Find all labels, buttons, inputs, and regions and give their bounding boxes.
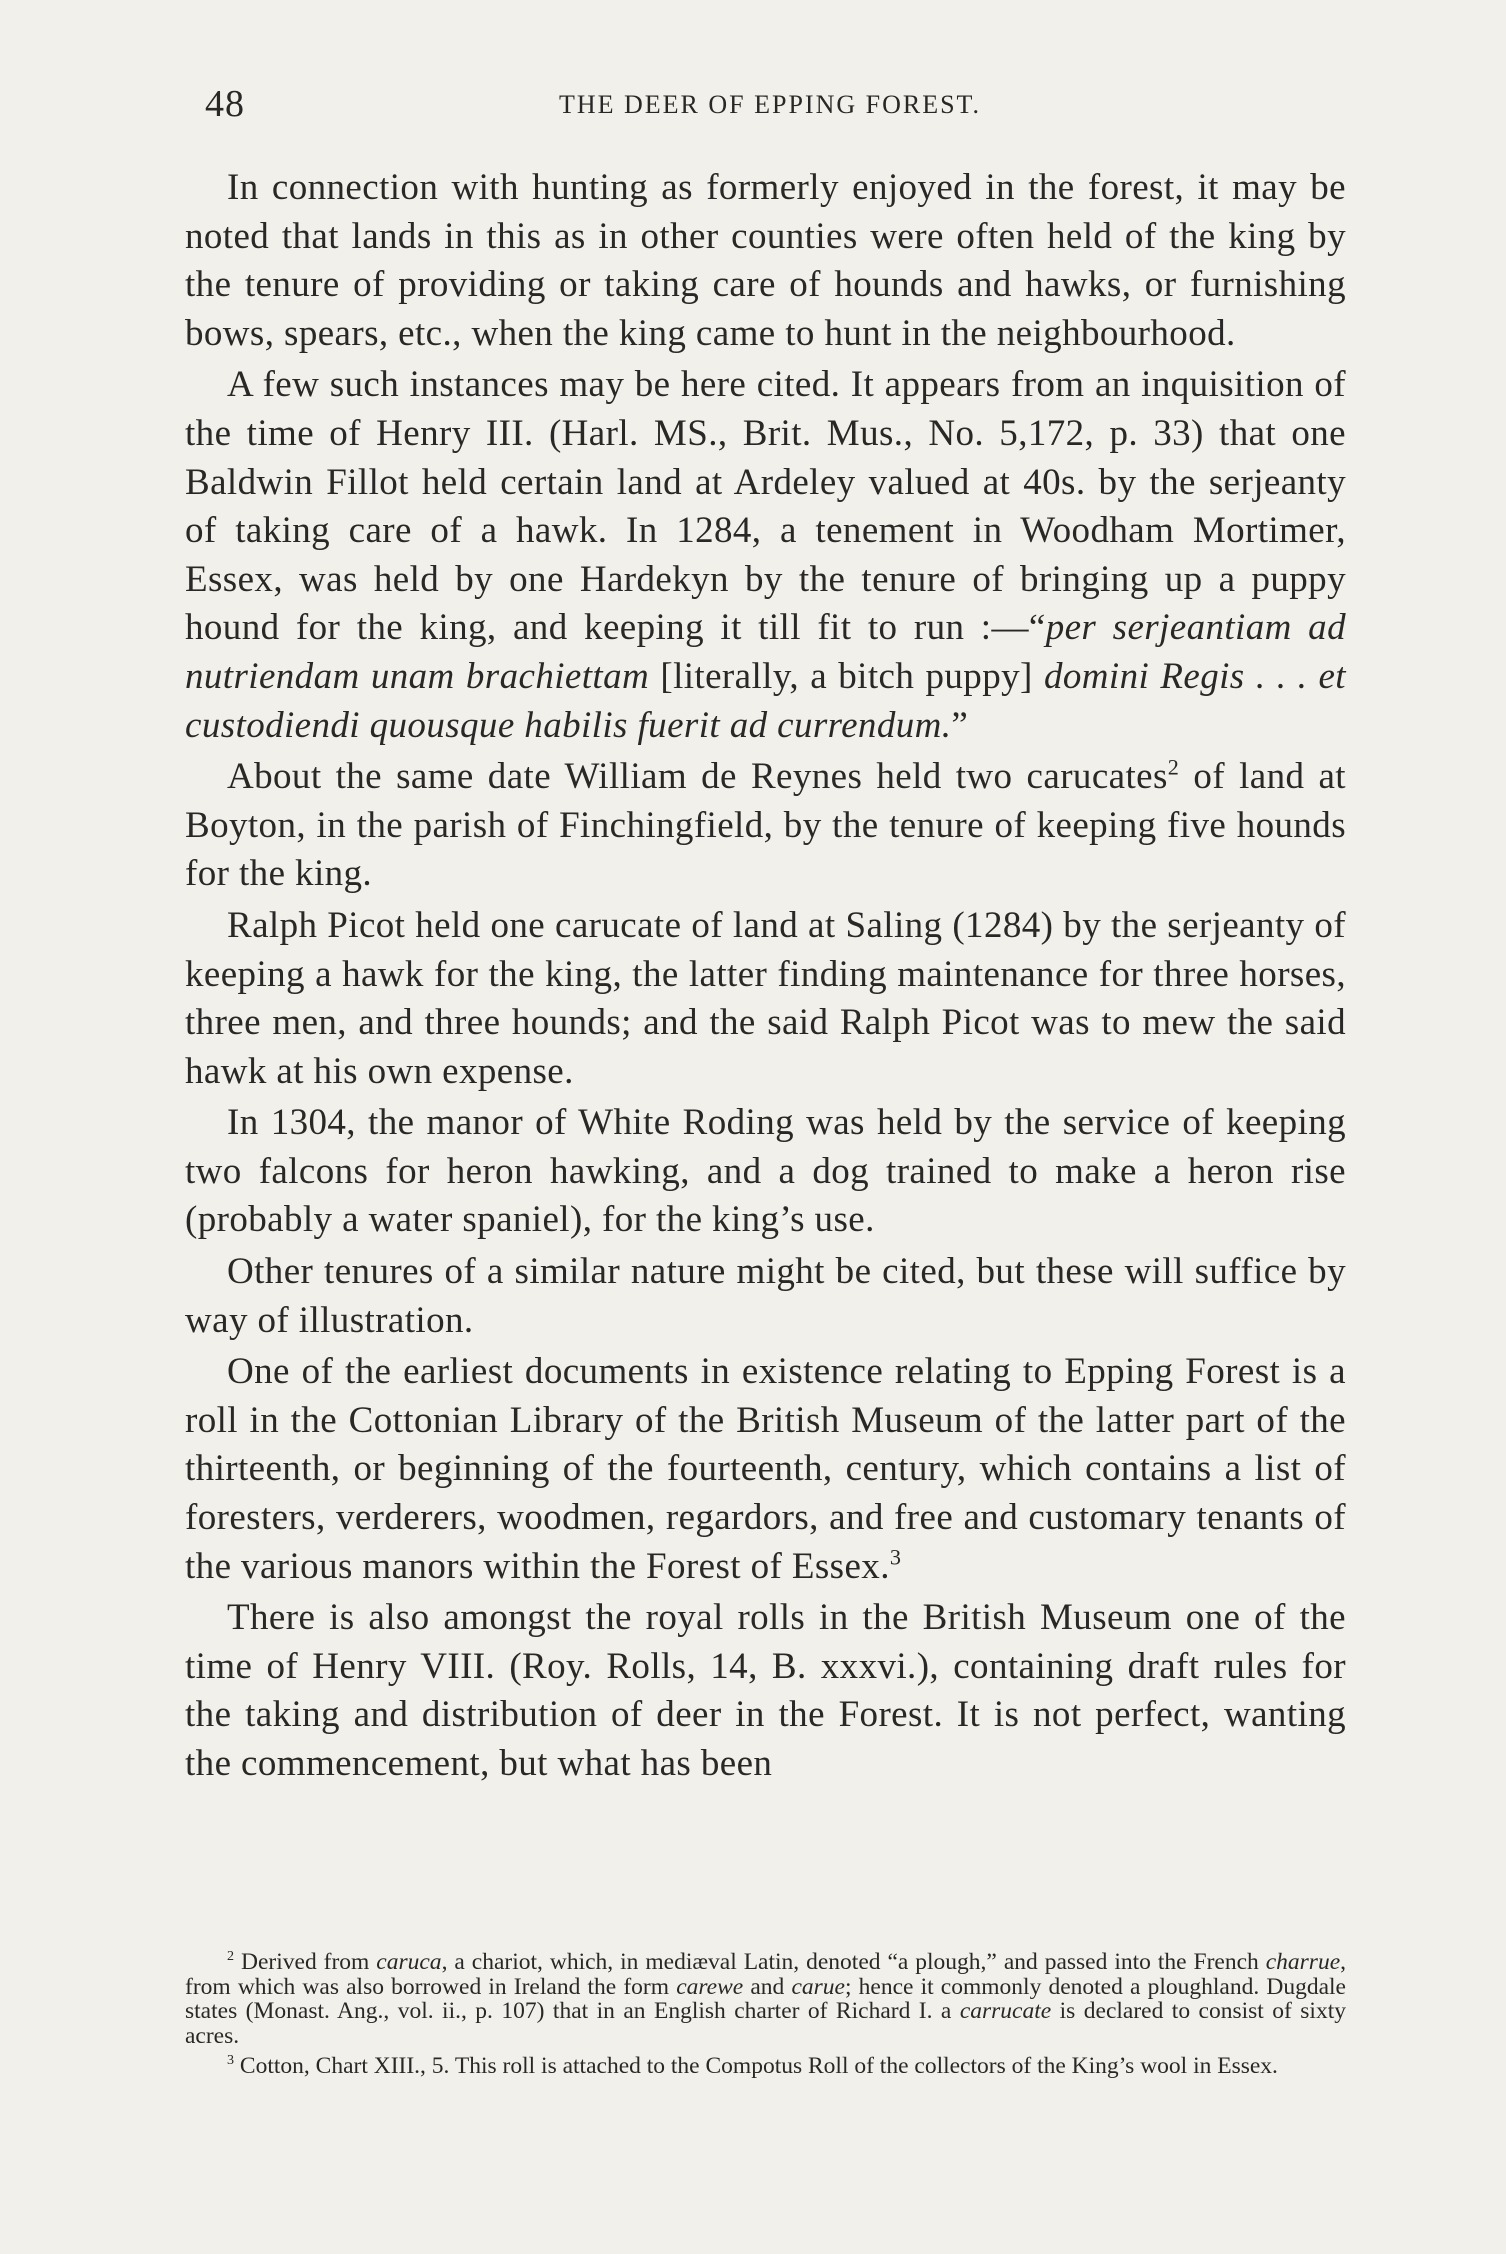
- text-run: In 1304, the manor of White Roding was held by the service of keeping two falcons for heron hawking, and a dog trained to make a heron rise (probably a water spaniel), for the king’s use.: [185, 1102, 1346, 1241]
- paragraph: [185, 1594, 1346, 1788]
- body-text: [185, 164, 1346, 1792]
- text-run: and: [743, 1973, 792, 2000]
- paragraph: [185, 361, 1346, 750]
- text-run: There is also amongst the royal rolls in the British Museum one of the time of Henry VIII. (Roy. Rolls, 14, B. xxxvi.), containing draft rules for the taking and distribution of deer in the Forest. It is not perfect, wanting the commencement, but what has been: [185, 1597, 1346, 1784]
- text-run: One of the earliest documents in existence relating to Epping Forest is a roll in the Cottonian Library of the British Museum of the latter part of the thirteenth, or beginning of the fourteenth, century, which contains a list of foresters, verderers, woodmen, regardors, and free and customary tenants of the various manors within the Forest of Essex.: [185, 1351, 1346, 1587]
- footnote: [185, 2054, 1346, 2079]
- text-run: , a chariot, which, in mediæval Latin, denoted “a plough,” and passed into the French: [441, 1949, 1266, 1975]
- text-run: Derived from: [234, 1949, 377, 1975]
- text-run: , from which was also borrowed in Ireland the form: [185, 1949, 1346, 2000]
- running-head: THE DEER OF EPPING FOREST.: [558, 90, 982, 119]
- italic-text: per serjeantiam ad nutriendam unam brachiettam: [185, 607, 1346, 697]
- italic-text: carue: [791, 1973, 845, 2000]
- paragraph: [185, 164, 1346, 358]
- italic-text: carrucate: [959, 1998, 1052, 2024]
- text-run: About the same date William de Reynes held two carucates: [227, 756, 1168, 798]
- page-number: 48: [205, 83, 245, 125]
- italic-text: charrue: [1265, 1949, 1341, 1975]
- page-header: [205, 82, 1335, 132]
- footnote-marker: 3: [889, 1544, 902, 1570]
- paragraph: [185, 1099, 1346, 1245]
- footnote-marker: 3: [227, 2052, 235, 2069]
- text-run: of land at Boyton, in the parish of Finchingfield, by the tenure of keeping five hounds for the king.: [185, 756, 1346, 895]
- paragraph: [185, 902, 1346, 1096]
- text-run: Ralph Picot held one carucate of land at Saling (1284) by the serjeanty of keeping a hawk for the king, the latter finding maintenance for three horses, three men, and three hounds; and the said Ralph Picot was to mew the said hawk at his own expense.: [185, 904, 1346, 1092]
- footnote: [185, 1950, 1346, 2048]
- italic-text: carewe: [676, 1973, 744, 2000]
- paragraph: [185, 1348, 1346, 1591]
- paragraph: [185, 753, 1346, 899]
- text-run: Cotton, Chart XIII., 5. This roll is attached to the Compotus Roll of the collectors of the King’s wool in Essex.: [234, 2053, 1278, 2079]
- text-run: Other tenures of a similar nature might be cited, but these will suffice by way of illustration.: [185, 1251, 1346, 1341]
- text-run: [literally, a bitch puppy]: [649, 655, 1044, 697]
- footnote-marker: 2: [1167, 754, 1180, 780]
- text-run: ”: [951, 704, 969, 746]
- footnotes: [185, 1950, 1346, 2085]
- paragraph: [185, 1248, 1346, 1345]
- italic-text: domini Regis . . . et custodiendi quousque habilis fuerit ad currendum.: [185, 655, 1346, 746]
- text-run: is declared to consist of sixty acres.: [185, 1998, 1346, 2049]
- text-run: In connection with hunting as formerly enjoyed in the forest, it may be noted that lands in this as in other counties were often held of the king by the tenure of providing or taking care of hounds and hawks, or furnishing bows, spears, etc., when the king came to hunt in the neighbourhood.: [185, 167, 1346, 354]
- text-run: A few such instances may be here cited. It appears from an inquisition of the time of Henry III. (Harl. MS., Brit. Mus., No. 5,172, p. 33) that one Baldwin Fillot held certain land at Ardeley valued at 40s. by the serjeanty of taking care of a hawk. In 1284, a tenement in Woodham Mortimer, Essex, was held by one Hardekyn by the tenure of bringing up a puppy hound for the king, and keeping it till fit to run :—“: [185, 364, 1346, 649]
- italic-text: caruca: [376, 1949, 442, 1975]
- footnote-marker: 2: [227, 1948, 235, 1965]
- text-run: ; hence it commonly denoted a ploughland. Dugdale states (Monast. Ang., vol. ii., p. 107) that in an English charter of Richard I. a: [185, 1973, 1346, 2024]
